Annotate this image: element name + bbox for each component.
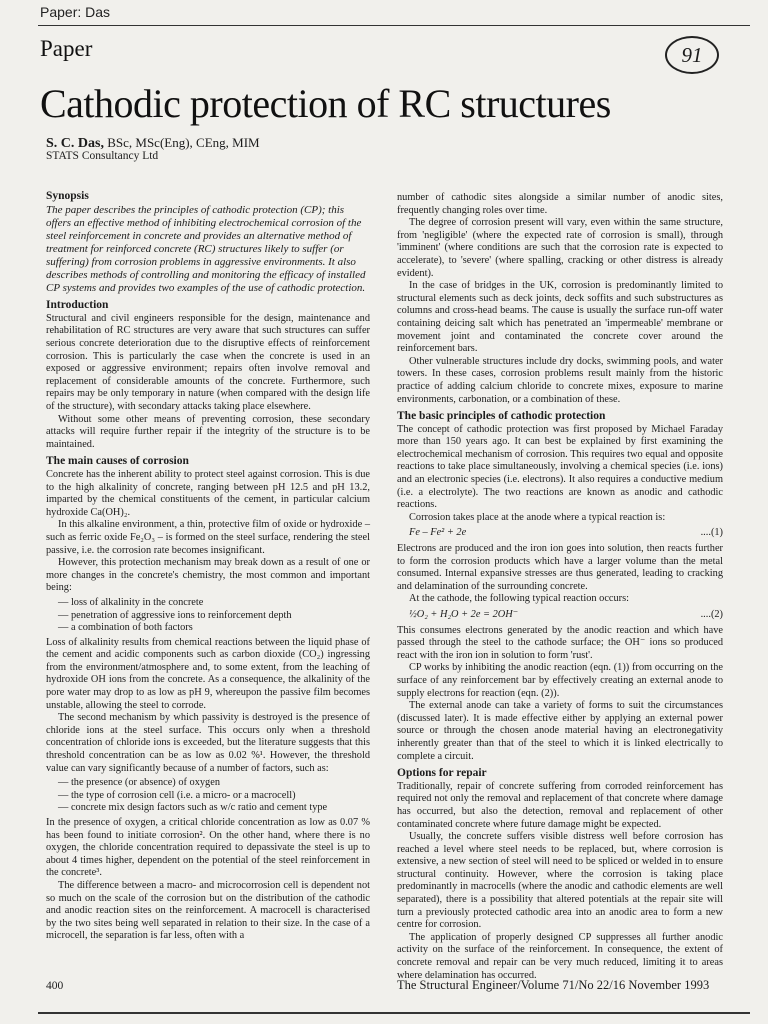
paragraph: number of cathodic sites alongside a similar number of anodic sites, frequently changing roles over time. (397, 192, 723, 216)
list-item: — a combination of both factors (58, 622, 370, 635)
list-item: — loss of alkalinity in the concrete (58, 597, 370, 610)
equation-number: ....(1) (700, 527, 723, 539)
paragraph: At the cathode, the following typical reaction occurs: (409, 593, 630, 605)
introduction-heading: Introduction (46, 299, 109, 312)
paragraph: Loss of alkalinity results from chemical reactions between the liquid phase of the cement and acidic components such as carbon dioxide (CO₂) ingressing from the environment/atmosphere and, to some extent, from the leaching of hydroxide OH ions from the concrete. As a consequence, the alkalinity of the pore water may drop to as low as pH 9, whereupon the passive film becomes unstable, allowing the steel to corrode. (46, 636, 370, 711)
paragraph: Traditionally, repair of concrete suffering from corroded reinforcement has required not only the removal and replacement of that concrete where damage has occurred, but also the detection, removal and replacement of other contaminated concrete where future damage might be expected. (397, 780, 723, 830)
synopsis-text: The paper describes the principles of cathodic protection (CP); this offers an effective method of inhibiting electrochemical corrosion of the steel reinforcement in concrete and provides an alternative method of treatment for reinforced concrete (RC) structures likely to suffer (or suffering) from corrosion problems in aggressive environments. It also describes methods of controlling and monitoring the efficacy of installed CP systems and provides two examples of the use of cathodic protection. (46, 203, 366, 295)
paragraph: Corrosion takes place at the anode where a typical reaction is: (409, 511, 666, 523)
author-degrees: BSc, MSc(Eng), CEng, MIM (103, 135, 260, 150)
paragraph: In this alkaline environment, a thin, protective film of oxide or hydroxide – such as ferric oxide Fe₂O₃ – is formed on the steel surface, rendering the steel passive, i.e. the corrosion rate becomes insignificant. (46, 519, 370, 556)
paragraph: In the presence of oxygen, a critical chloride concentration as low as 0.07 % has been found to initiate corrosion². On the other hand, where there is no oxygen, the chloride concentration required to depassivate the steel is up to about 4 times higher, dependent on the potential of the steel reinforcement in the concrete³. (46, 817, 370, 879)
equation-2 (409, 609, 723, 622)
author-name: S. C. Das, (46, 136, 104, 151)
paragraph: The degree of corrosion present will vary, even within the same structure, from 'negligible' (where the expected rate of corrosion is small), through 'imminent' (where conditions are such that the corrosion rate is expected to accelerate), to 'severe' (where spalling, cracking or other distress is already evident). (397, 217, 723, 279)
list-item: — concrete mix design factors such as w/c ratio and cement type (58, 802, 370, 815)
handwritten-reference-number: 91 (665, 36, 719, 74)
header-rule (38, 25, 750, 26)
paragraph: This consumes electrons generated by the anodic reaction and which have passed through the steel to the cathode surface; the OH⁻ ions so produced react with the iron ion in solution to form 'rust'. (397, 624, 723, 661)
footer-rule (38, 1012, 750, 1014)
left-column (46, 190, 370, 943)
list-item: — the presence (or absence) of oxygen (58, 777, 370, 790)
right-column (397, 192, 723, 982)
synopsis-heading: Synopsis (46, 190, 89, 202)
equation-1 (409, 527, 723, 540)
journal-citation: The Structural Engineer/Volume 71/No 22/16 November 1993 (397, 978, 710, 992)
causes-heading: The main causes of corrosion (46, 455, 189, 468)
paragraph: In the case of bridges in the UK, corrosion is predominantly limited to structural elements such as deck joints, deck soffits and such substructures as columns and cross-head beams. The cause is usually the surface run-off water containing deicing salt which has penetrated an 'impermeable' membrane or movement joint and contaminated the concrete cover around the reinforcement bars. (397, 280, 723, 355)
equation-text: Fe – Fe² + 2e (409, 527, 467, 539)
paragraph: The concept of cathodic protection was first proposed by Michael Faraday more than 150 years ago. It can best be explained by first examining the electrochemical mechanism of corrosion. This requires two equal and opposite reactions to take place simultaneously, involving a chemical species (i.e. ions) and an electronic species (i.e. electrons). It also requires a conductive medium (i.e. a electrolyte). The two reactions are known as anodic and cathodic reactions. (397, 423, 723, 511)
paragraph: Other vulnerable structures include dry docks, swimming pools, and water towers. In these cases, corrosion problems result mainly from the historic practice of adding calcium chloride to concrete mixes, exposure to marine environments, carbonation, or a combination of these. (397, 355, 723, 405)
author-affiliation: STATS Consultancy Ltd (46, 150, 159, 162)
paragraph: Without some other means of preventing corrosion, these secondary attacks will require further repair if the integrity of the structure is to be maintained. (46, 413, 370, 450)
paragraph: CP works by inhibiting the anodic reaction (eqn. (1)) from occurring on the surface of any reinforcement bar by effectively creating an external anode to supply electrons for reaction (eqn. (2)). (397, 662, 723, 699)
factors-list (46, 777, 370, 815)
list-item: — the type of corrosion cell (i.e. a micro- or a macrocell) (58, 790, 370, 803)
paragraph: Electrons are produced and the iron ion goes into solution, then reacts further to form the corrosion products which have a larger volume than the metal consumed. Internal expansive stresses are thus generated, leading to cracking and delamination of the surrounding concrete. (397, 543, 723, 592)
list-item: — penetration of aggressive ions to reinforcement depth (58, 610, 370, 623)
section-label: Paper (40, 36, 93, 61)
equation-text: ½O₂ + H₂O + 2e = 2OH⁻ (409, 609, 519, 620)
paragraph: The application of properly designed CP suppresses all further anodic activity on the surface of the reinforcement. In consequence, the extent of concrete removal and repair can be very much reduced, limiting it to areas where delamination has occurred. (397, 931, 723, 981)
paragraph: The second mechanism by which passivity is destroyed is the presence of chloride ions at the steel surface. This occurs only when a threshold concentration of chloride ions is exceeded, but the literature suggests that this threshold concentration can be as low as 0.02 %¹. However, the threshold value can vary significantly because of a number of factors, such as: (46, 712, 370, 774)
paragraph: Usually, the concrete suffers visible distress well before corrosion has reached a level where steel needs to be replaced, but, where corrosion is extensive, a new section of steel will need to be spliced or welded in to ensure structural continuity. However, where the corrosion is taking place predominantly in macrocells (where the anodic and cathodic elements are well separated), there is a possibility that altered potentials at the repair site will turn a previously protected cathodic area into an anodic area to form a new centre for corrosion. (397, 831, 723, 931)
equation-number: ....(2) (700, 609, 723, 620)
paragraph: Structural and civil engineers responsible for the design, maintenance and rehabilitation of RC structures are very aware that such structures can suffer serious concrete deterioration due to the disruptive effects of reinforcement corrosion. This is particularly the case when the concrete is used in an exposed or aggressive environment; repairs often involve removal and replacement of considerable amounts of the concrete. Furthermore, such repairs may be only temporary in nature (when compared with the design life of the structure), with secondary attacks taking place elsewhere. (46, 312, 370, 412)
principles-heading: The basic principles of cathodic protection (397, 410, 606, 423)
article-title: Cathodic protection of RC structures (40, 81, 611, 126)
causes-list (46, 597, 370, 635)
page-number: 400 (46, 980, 64, 992)
paragraph: However, this protection mechanism may break down as a result of one or more changes in the concrete's chemistry, the most common and important being: (46, 557, 370, 594)
running-head: Paper: Das (40, 4, 111, 20)
options-heading: Options for repair (397, 767, 487, 780)
paragraph: The external anode can take a variety of forms to suit the circumstances (discussed later). It is made effective either by applying an external power source or through the chosen anode material having an electronegativity inherently greater than that of the steel to which it is linked electrically to complete a circuit. (397, 700, 723, 762)
paragraph: Concrete has the inherent ability to protect steel against corrosion. This is due to the high alkalinity of concrete, ranging between pH 12.5 and pH 13.2, imparted by the chemical constituents of the cement, in particular calcium hydroxide Ca(OH)₂. (46, 468, 370, 518)
paragraph: The difference between a macro- and microcorrosion cell is dependent not so much on the scale of the corrosion but on the distribution of the cathodic and anodic reaction sites on the reinforcement. A macrocell is characterised by the two sites being well separated in relation to their size. In the case of a microcell, the separation is far less, often with a (46, 879, 370, 942)
